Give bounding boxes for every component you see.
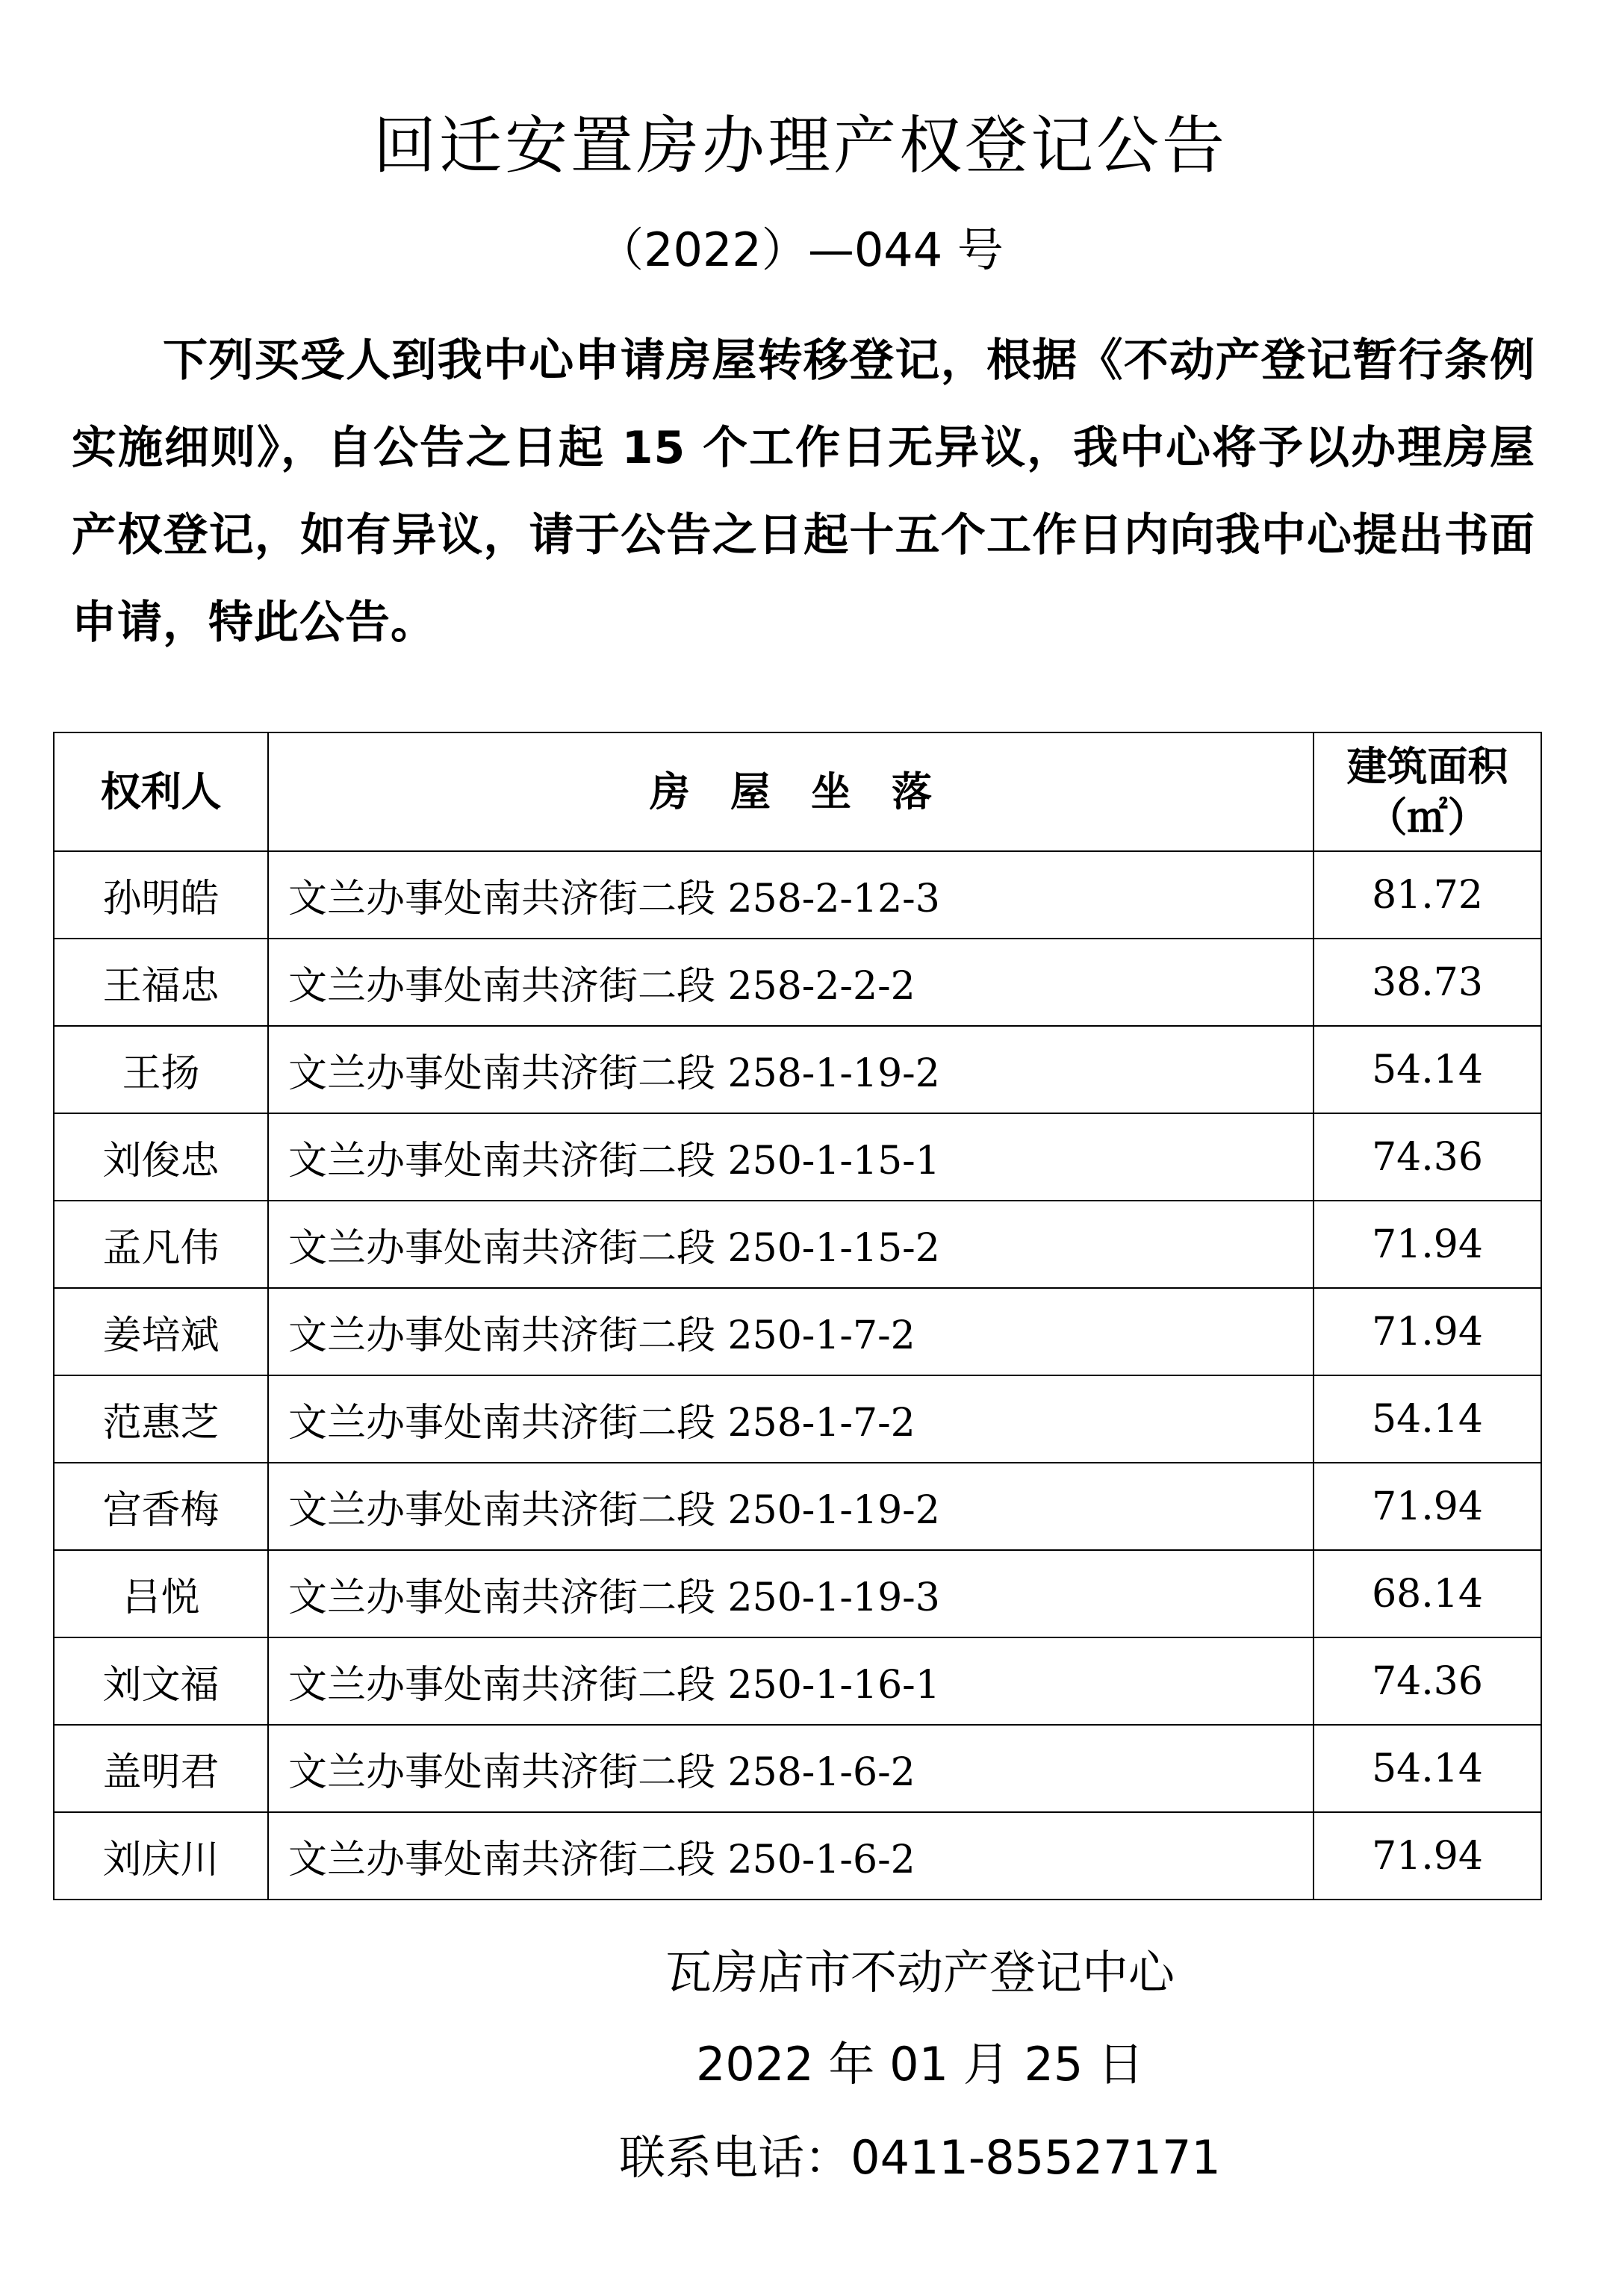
document-number: （2022）—044 号	[597, 223, 1004, 277]
announcement-body: 下列买受人到我中心申请房屋转移登记，根据《不动产登记暂行条例实施细则》，自公告之日起 15 个工作日无异议，我中心将予以办理房屋产权登记，如有异议，请于公告之日起十五个工作日内向我中心提出书面申请，特此公告。	[72, 335, 1535, 649]
table-row	[54, 1637, 1541, 1725]
header-area-unit: （㎡）	[1367, 793, 1488, 841]
owner-cell: 吕悦	[54, 1550, 268, 1637]
address-cell: 文兰办事处南共济街二段 258-2-2-2	[268, 939, 1314, 1026]
address-cell: 文兰办事处南共济街二段 258-1-6-2	[268, 1725, 1314, 1812]
area-cell: 54.14	[1314, 1026, 1541, 1113]
owner-cell: 刘庆川	[54, 1812, 268, 1900]
table-header-row	[54, 732, 1541, 851]
issue-date: 2022 年 01 月 25 日	[695, 2037, 1145, 2091]
table-row	[54, 939, 1541, 1026]
table-row	[54, 1463, 1541, 1550]
table-row	[54, 1375, 1541, 1463]
header-address: 房 屋 坐 落	[268, 732, 1314, 851]
table-row	[54, 851, 1541, 939]
contact-phone: 联系电话：0411-85527171	[619, 2130, 1221, 2185]
area-cell: 71.94	[1314, 1288, 1541, 1375]
header-area	[1314, 732, 1541, 851]
address-cell: 文兰办事处南共济街二段 250-1-6-2	[268, 1812, 1314, 1900]
owner-cell: 姜培斌	[54, 1288, 268, 1375]
address-cell: 文兰办事处南共济街二段 250-1-15-1	[268, 1113, 1314, 1201]
address-cell: 文兰办事处南共济街二段 250-1-19-3	[268, 1550, 1314, 1637]
header-area-label: 建筑面积	[1346, 742, 1508, 790]
area-cell: 74.36	[1314, 1637, 1541, 1725]
area-cell: 68.14	[1314, 1550, 1541, 1637]
address-cell: 文兰办事处南共济街二段 250-1-19-2	[268, 1463, 1314, 1550]
table-row	[54, 1725, 1541, 1812]
area-cell: 71.94	[1314, 1812, 1541, 1900]
address-cell: 文兰办事处南共济街二段 250-1-15-2	[268, 1201, 1314, 1288]
table-body	[54, 851, 1541, 1900]
address-cell: 文兰办事处南共济街二段 250-1-7-2	[268, 1288, 1314, 1375]
area-cell: 74.36	[1314, 1113, 1541, 1201]
table-row	[54, 1550, 1541, 1637]
address-cell: 文兰办事处南共济街二段 250-1-16-1	[268, 1637, 1314, 1725]
address-cell: 文兰办事处南共济街二段 258-1-7-2	[268, 1375, 1314, 1463]
owner-cell: 王福忠	[54, 939, 268, 1026]
area-cell: 38.73	[1314, 939, 1541, 1026]
table-row	[54, 1288, 1541, 1375]
address-cell: 文兰办事处南共济街二段 258-2-12-3	[268, 851, 1314, 939]
registration-table	[53, 732, 1542, 1900]
address-cell: 文兰办事处南共济街二段 258-1-19-2	[268, 1026, 1314, 1113]
owner-cell: 王扬	[54, 1026, 268, 1113]
owner-cell: 宫香梅	[54, 1463, 268, 1550]
area-cell: 54.14	[1314, 1375, 1541, 1463]
area-cell: 81.72	[1314, 851, 1541, 939]
area-cell: 54.14	[1314, 1725, 1541, 1812]
owner-cell: 刘文福	[54, 1637, 268, 1725]
table-row	[54, 1812, 1541, 1900]
table-row	[54, 1201, 1541, 1288]
header-owner: 权利人	[54, 732, 268, 851]
table-row	[54, 1026, 1541, 1113]
owner-cell: 孙明皓	[54, 851, 268, 939]
table-row	[54, 1113, 1541, 1201]
issuer-name: 瓦房店市不动产登记中心	[665, 1945, 1175, 2000]
owner-cell: 刘俊忠	[54, 1113, 268, 1201]
owner-cell: 范惠芝	[54, 1375, 268, 1463]
owner-cell: 盖明君	[54, 1725, 268, 1812]
area-cell: 71.94	[1314, 1463, 1541, 1550]
page-title: 回迁安置房办理产权登记公告	[373, 109, 1228, 182]
owner-cell: 孟凡伟	[54, 1201, 268, 1288]
area-cell: 71.94	[1314, 1201, 1541, 1288]
